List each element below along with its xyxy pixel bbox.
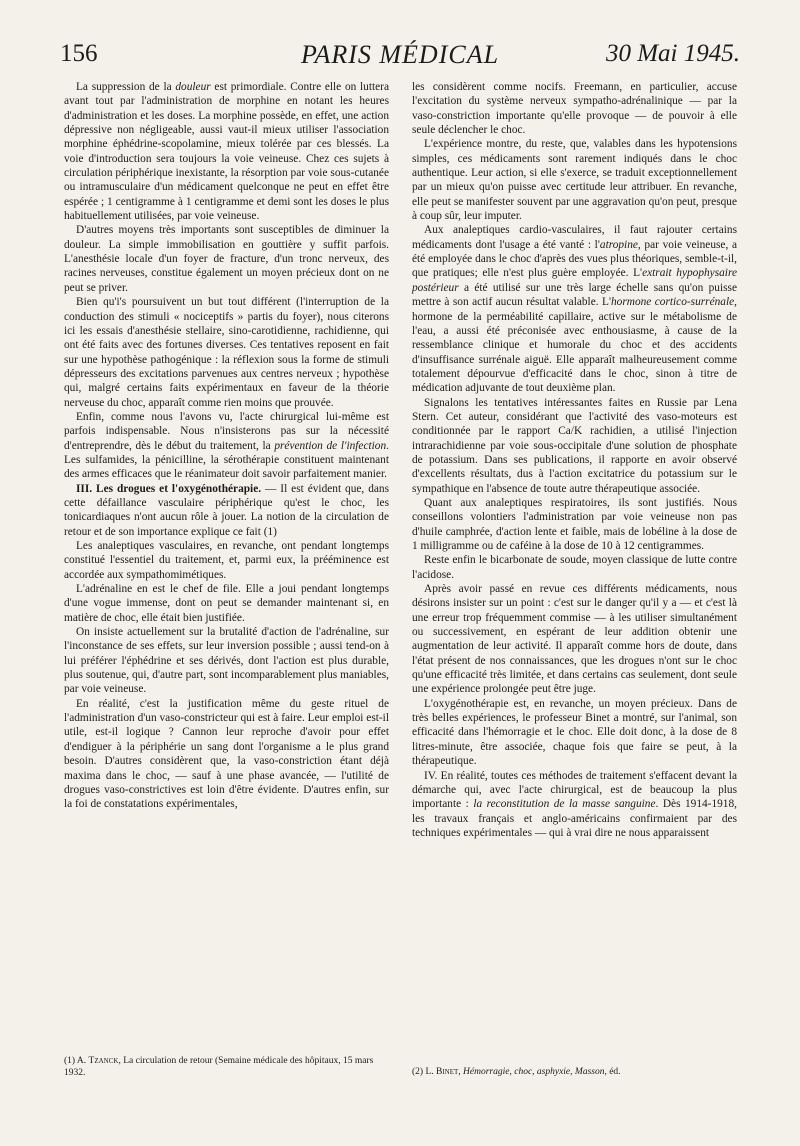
paragraph-bicarbonate: Reste enfin le bicarbonate de soude, moyen classique de lutte contre l'acidose. [412, 554, 737, 581]
issue-date: 30 Mai 1945. [605, 40, 740, 67]
left-column [64, 80, 389, 812]
running-header [60, 40, 740, 76]
paragraph-respiratoires: Quant aux analeptiques respiratoires, ils sont justifiés. Nous conseillons volontiers l'administration par voie veineuse non pas d'huile camphrée, d'action lente et faible, mais de lobéline à la dose de 1 milligramme ou de caféine à la dose de 10 à 12 centigrammes. [412, 496, 737, 552]
page-number: 156 [60, 40, 98, 67]
paragraph-moyens: D'autres moyens très importants sont susceptibles de diminuer la douleur. La simple immobilisation en gouttière y suffit parfois. L'anesthésie locale d'un foyer de fracture, d'un tronc nerveux, des racines nerveuses, constitue également un moyen précieux dont on ne peut se priver. [64, 224, 389, 294]
footnote-2: (2) L. Binet, Hémorragie, choc, asphyxie, Masson, éd. [412, 1067, 621, 1077]
paragraph-brutalite: On insiste actuellement sur la brutalité d'action de l'adrénaline, sur l'inconstance de ses effets, sur leur inversion possible ; aussi tend-on à lui préférer l'éphédrine et ses dérivés, dont l'action est plus durable, plus soutenue, qui, d'autre part, sont incomparablement plus maniables, par voie veineuse. [64, 626, 389, 696]
paragraph-experience: L'expérience montre, du reste, que, valables dans les hypotensions simples, ces médicaments sont rarement indiqués dans le choc authentique. Leur action, si elle s'exerce, se traduit exceptionnellement par un mieux qu'on puisse avec certitude leur attribuer. En revanche, elle peut se manifester souvent par une aggravation qu'on peut, presque à coup sûr, leur imputer. [412, 138, 737, 223]
paragraph-analeptiques: Les analeptiques vasculaires, en revanche, ont pendant longtemps constitué l'essentiel du traitement, et, parmi eux, la prééminence est accordée aux sympathomimétiques. [64, 540, 389, 581]
paragraph-adrenaline: L'adrénaline en est le chef de file. Elle a joui pendant longtemps d'une vogue immense, dont on peut se demander maintenant si, en matière de choc, elle était bien justifiée. [64, 583, 389, 624]
paragraph-douleur: La suppression de la douleur est primordiale. Contre elle on luttera avant tout par l'administration de morphine en notant les heures d'administration et les doses. La morphine possède, en effet, une action dépressive non négligeable, aussi vaut-il mieux utiliser l'association morphine éphédrine-scopolamine, mieux tolérée par ces blessés. La voie d'introduction sera toujours la voie veineuse. Chez ces sujets à circulation périphérique inexistante, la résorption par voie sous-cutanée ou intramusculaire d'un médicament quelconque ne peut en effet être espérée ; 1 centigramme à 1 centigramme et demi sont les doses le plus habituellement utilisées, par voie veineuse. [64, 81, 389, 223]
paragraph-analeptiques-cardio: Aux analeptiques cardio-vasculaires, il faut rajouter certains médicaments dont l'usage a été vanté : l'atropine, par voie veineuse, a été employée dans le choc d'après des vues plus théoriques, semble-t-il, que pratiques; elle n'est plus guère employée. L'extrait hypophysaire postérieur a été utilisé sur une très large échelle sans qu'on puisse mettre à son actif aucun résultat valable. L'hormone cortico-surrénale, hormone de la perméabilité capillaire, active sur le métabolisme de l'eau, a aussi été préconisée avec enthousiasme, à cause de la ressemblance clinique et humorale du choc et des accidents d'insuffisance surrénale aiguë. Elle apparaît malheureusement comme totalement dépourvue d'efficacité dans le choc, sinon à titre de médication adjuvante de tout deuxième plan. [412, 224, 737, 395]
right-column [412, 80, 737, 840]
footnote-1: (1) A. Tzanck, La circulation de retour (Semaine médicale des hôpitaux, 15 mars 1932. [64, 1056, 374, 1078]
paragraph-acte-chirurgical: Enfin, comme nous l'avons vu, l'acte chirurgical lui-même est parfois indispensable. Nous n'insisterons pas sur la nécessité d'entreprendre, dès le début du traitement, la prévention de l'infection. Les sulfamides, la pénicilline, la sérothérapie constituent maintenant des armes efficaces que le réanimateur doit savoir parfaitement manier. [64, 410, 389, 481]
section-heading-drogues: III. Les drogues et l'oxygénothérapie. — Il est évident que, dans cette défaillance vasculaire périphérique qu'est le choc, les tonicardiaques n'ont aucun rôle à jouer. La notion de la circulation de retour et de son importance explique ce fait (1) [64, 482, 389, 538]
paragraph-oxygenotherapie: L'oxygénothérapie est, en revanche, un moyen précieux. Dans de très belles expériences, le professeur Binet a montré, sur l'animal, son efficacité dans l'hémorragie et le choc. Elle doit donc, à la dose de 8 litres-minute, être associée, chaque fois que faire se peut, à la thérapeutique. [412, 697, 737, 768]
paragraph-nocifs: les considèrent comme nocifs. Freemann, en particulier, accuse l'excitation du système nerveux sympatho-adrénalinique — par la vaso-constriction importante qu'elle provoque — de pouvoir à elle seule déclencher le choc. [412, 81, 737, 137]
paragraph-anesthesie: Bien qu'i's poursuivent un but tout différent (l'interruption de la conduction des stimuli « nociceptifs » partis du foyer), nous citerons ici les essais d'anesthésie stellaire, sino-carotidienne, rachidienne, qui ont été faits avec des fortunes diverses. Ces tentatives reposent en fait sur une hypothèse pathogénique : la réflexion sous la forme de stimuli dépresseurs des excitations parvenues aux centres nerveux ; hypothèse qui, malgré certains faits expérimentaux en faveur de la théorie nerveuse du choc, apparaît comme rien moins que prouvée. [64, 296, 389, 409]
paragraph-revue: Après avoir passé en revue ces différents médicaments, nous désirons insister sur un point : c'est sur le danger qu'il y a — et c'est là une erreur trop fréquemment commise — à les utiliser simultanément ou successivement, en espérant de leur addition obtenir une augmentation de leur activité. Il apparaît comme hors de doute, dans l'état présent de nos connaissances, que les drogues n'ont sur le choc qu'une efficacité très limitée, et dans certains cas seulement, dont seule une expérience prolongée peut être juge. [412, 583, 737, 696]
paragraph-reconstitution: IV. En réalité, toutes ces méthodes de traitement s'effacent devant la démarche qui, avec l'acte chirurgical, est de beaucoup la plus importante : la reconstitution de la masse sanguine. Dès 1914-1918, les travaux français et anglo-américains confirmaient par des techniques expérimentales — qui à vrai dire ne nous apparaissent [412, 769, 737, 839]
paragraph-justification: En réalité, c'est la justification même du geste rituel de l'administration d'un vaso-constricteur qui est à faire. Leur emploi est-il utile, est-il logique ? Cannon leur reproche d'avoir pour effet d'endiguer à la périphérie un sang dont l'organisme a le plus grand besoin. D'autres considèrent que, la vaso-constriction étant déjà maxima dans le choc, — sauf à une phase avancée, — l'utilité de drogues vaso-constrictives est loin d'être évidente. D'autres enfin, sur la foi de constatations expérimentales, [64, 697, 389, 811]
journal-title: PARIS MÉDICAL [300, 40, 500, 69]
paragraph-lena-stern: Signalons les tentatives intéressantes faites en Russie par Lena Stern. Cet auteur, considérant que l'activité des vaso-moteurs est conditionnée par le rapport Ca/K rachidien, a utilisé l'injection intrarachidienne par voie sous-occipitale d'une solution de phosphate de potassium. Dans ses publications, il rapporte en avoir observé d'excellents résultats, dus à l'action excitatrice du potassium sur le sympathique en l'absence de toute autre thérapeutique associée. [412, 396, 737, 495]
